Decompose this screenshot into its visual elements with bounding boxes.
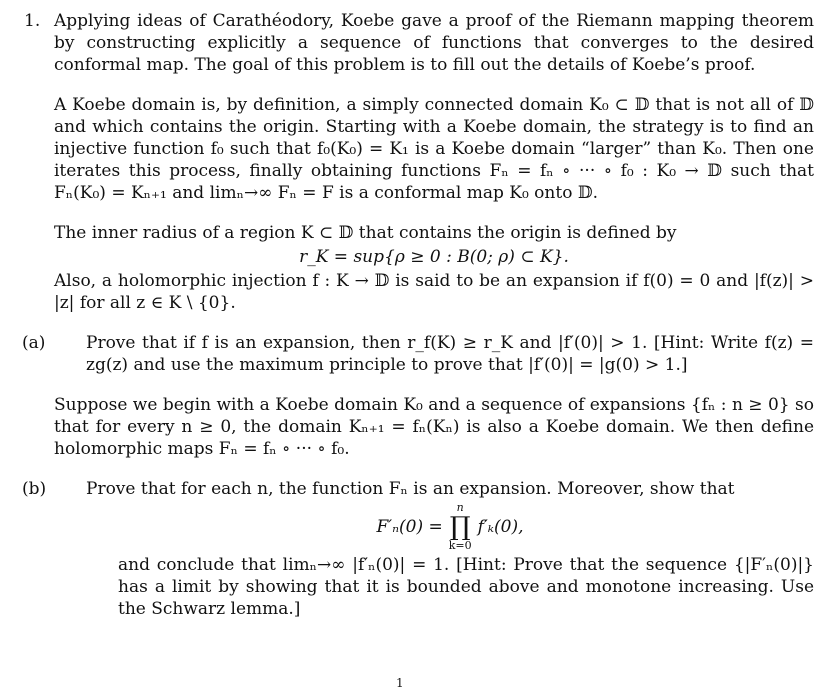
intro-paragraph: Applying ideas of Carathéodory, Koebe gave a proof of the Riemann mapping theorem by constructing explicitly a sequence of functions that converges to the desired conformal map. The goal of this problem is to fill out the details of Koebe’s proof. xyxy=(54,11,814,75)
product-upper-limit: n xyxy=(456,501,464,514)
suppose-paragraph: Suppose we begin with a Koebe domain K₀ and a sequence of expansions {fₙ : n ≥ 0} so that for every n ≥ 0, the domain Kₙ₊₁ = fₙ(Kₙ) is also a Koebe domain. We then define holomorphic maps Fₙ = fₙ ∘ ··· ∘ f₀. xyxy=(54,395,814,459)
problem-1 xyxy=(24,10,814,620)
part-a-label: (a) xyxy=(22,333,46,353)
page-number: 1 xyxy=(396,676,404,690)
part-a xyxy=(22,332,814,376)
part-b-formula xyxy=(86,502,814,552)
problem-body xyxy=(22,10,814,620)
part-a-text: Prove that if f is an expansion, then r_f(K) ≥ r_K and |f′(0)| > 1. [Hint: Write f(z) = zg(z) and use the maximum principle to prove that |f′(0)| = |g(0) > 1.] xyxy=(86,333,814,375)
formula-lhs: F′ₙ(0) = xyxy=(376,517,443,537)
formula-rhs: f′ₖ(0), xyxy=(477,517,524,537)
part-b xyxy=(22,478,814,620)
product-symbol: ∏ xyxy=(449,512,471,542)
part-b-text: Prove that for each n, the function Fₙ is an expansion. Moreover, show that xyxy=(86,479,735,499)
expansion-definition: Also, a holomorphic injection f : K → 𝔻 is said to be an expansion if f(0) = 0 and |f(z)| > |z| for all z ∈ K \ {0}. xyxy=(54,271,814,313)
koebe-domain-definition: A Koebe domain is, by definition, a simply connected domain K₀ ⊂ 𝔻 that is not all of 𝔻 and which contains the origin. Starting with a Koebe domain, the strategy is to find an injective function f₀ such that f₀(K₀) = K₁ is a Koebe domain “larger” than K₀. Then one iterates this process, finally obtaining functions Fₙ = fₙ ∘ ··· ∘ f₀ : K₀ → 𝔻 such that Fₙ(K₀) = Kₙ₊₁ and limₙ→∞ Fₙ = F is a conformal map K₀ onto 𝔻. xyxy=(54,95,814,203)
inner-radius-intro: The inner radius of a region K ⊂ 𝔻 that contains the origin is defined by xyxy=(54,223,677,243)
part-b-conclusion: and conclude that limₙ→∞ |f′ₙ(0)| = 1. [Hint: Prove that the sequence {|F′ₙ(0)|} has a limit by showing that it is bounded above and monotone increasing. Use the Schwarz lemma.] xyxy=(118,555,814,619)
product-operator xyxy=(449,502,472,552)
inner-radius-formula: r_K = sup{ρ ≥ 0 : B(0; ρ) ⊂ K}. xyxy=(299,247,569,267)
product-lower-limit: k=0 xyxy=(448,539,472,552)
part-b-label: (b) xyxy=(22,479,47,499)
problem-number: 1. xyxy=(24,11,41,31)
